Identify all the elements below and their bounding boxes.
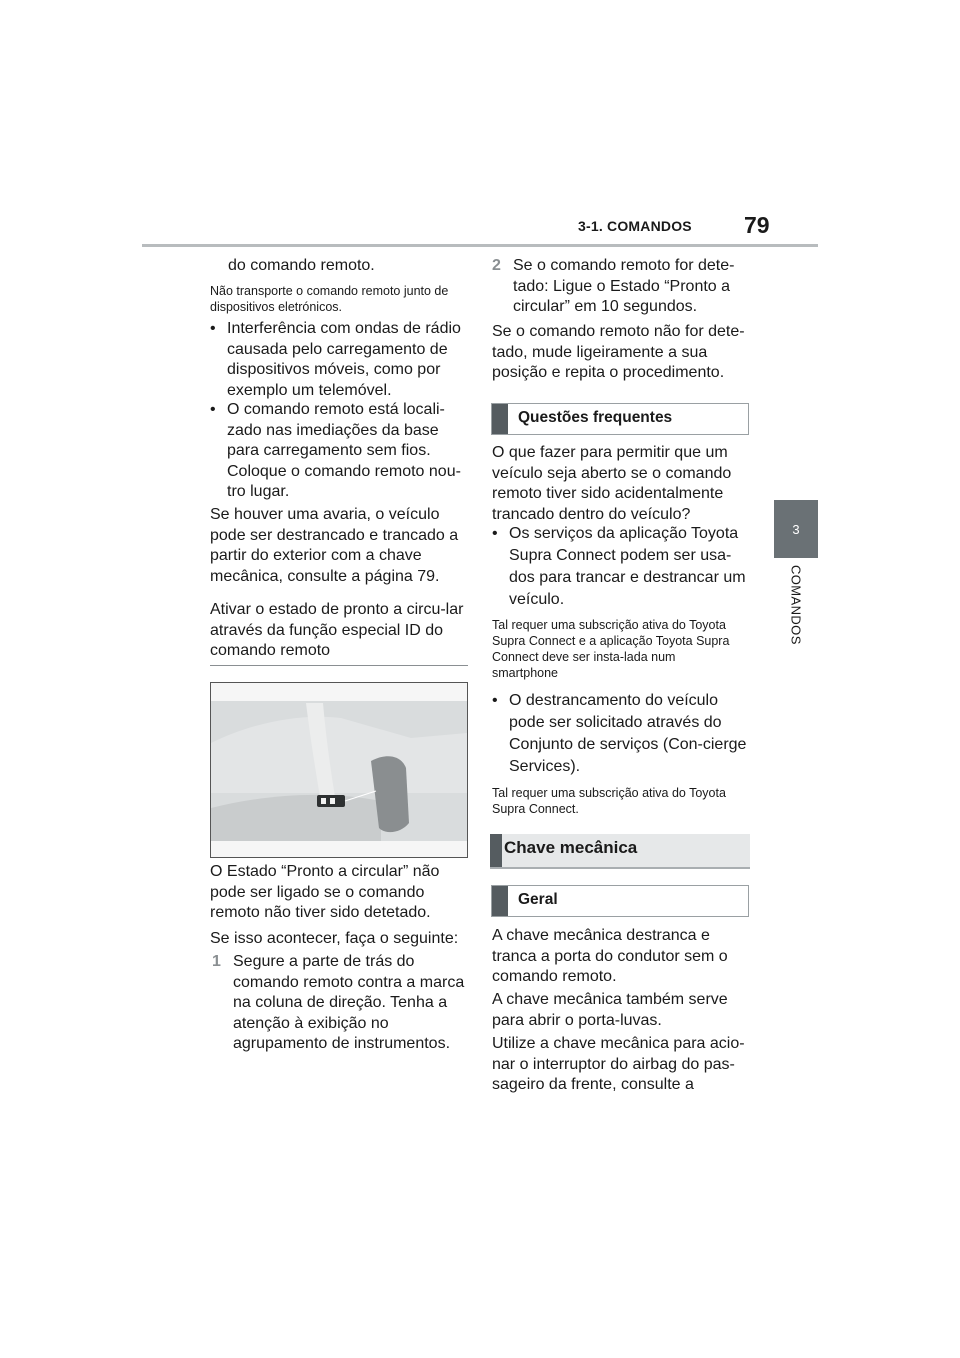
paragraph-continued: do comando remoto. — [228, 257, 375, 274]
bullet-dot: • — [492, 692, 498, 709]
paragraph-avaria: Se houver uma avaria, o veículo pode ser destrancado e trancado a partir do exterior com a chave mecânica, consulte a página 79. — [210, 506, 459, 585]
step-number: 2 — [492, 257, 501, 274]
heading-bar — [492, 404, 508, 434]
bullet-text: Interferência com ondas de rádio causada pelo carregamento de dispositivos móveis, como por exemplo um telemóvel. — [227, 320, 461, 399]
bullet-text: O comando remoto está locali-zado nas imediações da base para carregamento sem fios. Coloque o comando remoto nou-tro lugar. — [227, 401, 461, 500]
step-text: Se o comando remoto for dete-tado: Ligue o Estado “Pronto a circular” em 10 segundos. — [513, 257, 735, 315]
step-text: Segure a parte de trás do comando remoto contra a marca na coluna de direção. Tenha a atenção à exibição no agrupamento de instrumentos. — [233, 953, 465, 1052]
paragraph-chave-3: Utilize a chave mecânica para acio-nar o interruptor do airbag do pas-sageiro da frente, consulte a — [492, 1035, 745, 1093]
note-small-transport: Não transporte o comando remoto junto de dispositivos eletrónicos. — [210, 284, 449, 314]
steering-column-illustration — [211, 683, 467, 857]
page-number: 79 — [744, 212, 770, 238]
header-rule — [142, 244, 818, 247]
chapter-label-wrap — [776, 565, 816, 665]
callout-rule — [210, 665, 468, 666]
heading-text: Questões frequentes — [518, 409, 673, 426]
heading-box-geral — [491, 885, 749, 917]
heading-bar — [492, 886, 508, 916]
bullet-text: Os serviços da aplicação Toyota Supra Connect podem ser usa-dos para trancar e destrancar um veículo. — [509, 525, 746, 608]
note-small-subscription-2: Tal requer uma subscrição ativa do Toyota Supra Connect. — [492, 786, 726, 816]
paragraph-isso: Se isso acontecer, faça o seguinte: — [210, 930, 459, 947]
chapter-label: COMANDOS — [788, 565, 804, 645]
heading-text: Geral — [518, 891, 558, 908]
heading-text: Chave mecânica — [504, 838, 638, 857]
heading-bar — [490, 834, 502, 867]
note-small-subscription: Tal requer uma subscrição ativa do Toyota Supra Connect e a aplicação Toyota Supra Connect deve ser insta-lada num smartphone — [492, 618, 730, 680]
heading-box-faq — [491, 403, 749, 435]
paragraph-chave-1: A chave mecânica destranca e tranca a porta do condutor sem o comando remoto. — [492, 927, 728, 985]
steering-column-figure — [210, 682, 468, 858]
callout-note: Ativar o estado de pronto a circu-lar através da função especial ID do comando remoto — [210, 601, 464, 659]
paragraph-chave-2: A chave mecânica também serve para abrir o porta-luvas. — [492, 991, 728, 1029]
section-heading-chave — [490, 834, 750, 869]
chapter-number: 3 — [792, 521, 800, 537]
section-title: 3-1. COMANDOS — [578, 218, 692, 234]
chapter-tab — [774, 500, 818, 558]
bullet-dot: • — [210, 401, 216, 418]
paragraph-nao-detetado: Se o comando remoto não for dete-tado, mude ligeiramente a sua posição e repita o procedimento. — [492, 323, 745, 381]
paragraph-faq: O que fazer para permitir que um veículo seja aberto se o comando remoto tiver sido acidentalmente trancado dentro do veículo? — [492, 444, 732, 523]
bullet-dot: • — [210, 320, 216, 337]
paragraph-estado: O Estado “Pronto a circular” não pode ser ligado se o comando remoto não tiver sido detetado. — [210, 863, 440, 921]
bullet-text: O destrancamento do veículo pode ser solicitado através do Conjunto de serviços (Con-cierge Services). — [509, 692, 747, 775]
step-number: 1 — [212, 953, 221, 970]
bullet-dot: • — [492, 525, 498, 542]
